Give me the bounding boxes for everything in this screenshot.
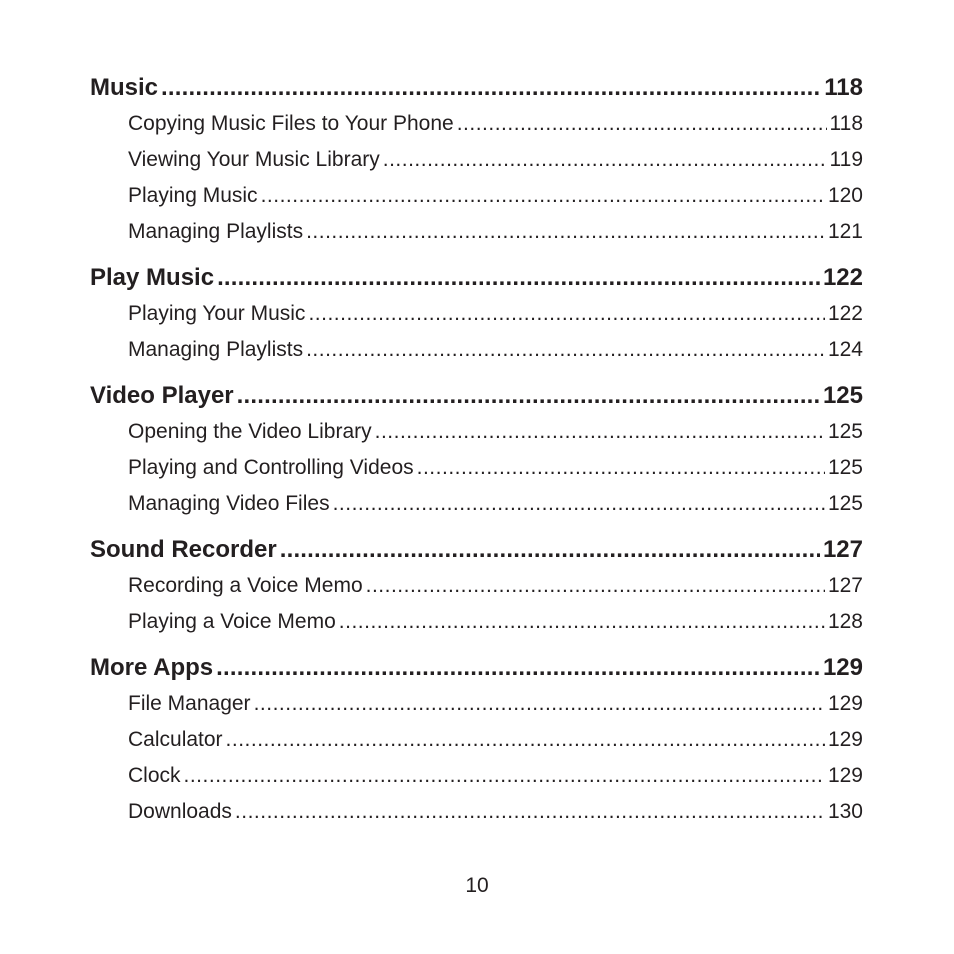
dot-leader [226,722,825,758]
toc-heading-play-music[interactable] [90,260,863,296]
toc-entry[interactable] [90,450,863,486]
toc-section-play-music [90,260,863,368]
toc-entry-title: Playing Your Music [128,302,306,325]
dot-leader [280,532,820,568]
toc-entry[interactable] [90,106,863,142]
dot-leader [375,414,825,450]
toc-entry-page: 129 [827,692,863,715]
toc-entry-title: Copying Music Files to Your Phone [128,112,454,135]
dot-leader [235,794,825,830]
toc-entry[interactable] [90,758,863,794]
toc-heading-title: More Apps [90,654,214,681]
dot-leader [417,450,825,486]
toc-entry[interactable] [90,568,863,604]
dot-leader [261,178,825,214]
dot-leader [457,106,827,142]
dot-leader [161,70,821,106]
toc-section-sound-recorder [90,532,863,640]
toc-heading-title: Video Player [90,382,234,409]
table-of-contents [90,70,863,830]
toc-entry[interactable] [90,178,863,214]
toc-entry-page: 128 [827,610,863,633]
toc-entry-title: Playing Music [128,184,258,207]
toc-entry-page: 121 [827,220,863,243]
dot-leader [254,686,825,722]
dot-leader [306,214,825,250]
toc-heading-page: 129 [822,654,863,681]
toc-entry-page: 124 [827,338,863,361]
toc-entry[interactable] [90,722,863,758]
toc-heading-title: Play Music [90,264,215,291]
toc-heading-sound-recorder[interactable] [90,532,863,568]
toc-entry-title: Managing Video Files [128,492,330,515]
toc-entry-title: Managing Playlists [128,220,304,243]
toc-entry[interactable] [90,414,863,450]
toc-heading-music[interactable] [90,70,863,106]
toc-entry-page: 122 [827,302,863,325]
toc-entry-title: Playing and Controlling Videos [128,456,414,479]
toc-entry-title: Playing a Voice Memo [128,610,336,633]
toc-heading-title: Music [90,74,159,101]
toc-section-video-player [90,378,863,522]
toc-heading-page: 127 [822,536,863,563]
dot-leader [339,604,825,640]
toc-entry[interactable] [90,142,863,178]
dot-leader [184,758,825,794]
toc-entry[interactable] [90,486,863,522]
toc-heading-page: 122 [822,264,863,291]
dot-leader [216,650,820,686]
toc-entry-page: 129 [827,764,863,787]
toc-heading-video-player[interactable] [90,378,863,414]
dot-leader [333,486,825,522]
toc-entry-page: 127 [827,574,863,597]
toc-entry[interactable] [90,686,863,722]
toc-entry[interactable] [90,296,863,332]
toc-entry-title: Downloads [128,800,232,823]
toc-entry-title: Opening the Video Library [128,420,372,443]
toc-entry-title: Viewing Your Music Library [128,148,380,171]
dot-leader [306,332,825,368]
toc-entry-title: Recording a Voice Memo [128,574,363,597]
toc-heading-title: Sound Recorder [90,536,277,563]
page-number: 10 [465,874,489,897]
dot-leader [237,378,820,414]
dot-leader [366,568,825,604]
toc-entry-page: 129 [827,728,863,751]
toc-entry-page: 119 [829,148,863,171]
dot-leader [217,260,820,296]
toc-entry[interactable] [90,794,863,830]
toc-heading-more-apps[interactable] [90,650,863,686]
toc-entry-title: Managing Playlists [128,338,304,361]
toc-entry-page: 125 [827,456,863,479]
toc-section-more-apps [90,650,863,830]
toc-entry-page: 125 [827,492,863,515]
dot-leader [383,142,827,178]
toc-entry-title: Clock [128,764,181,787]
toc-heading-page: 125 [822,382,863,409]
toc-heading-page: 118 [824,74,863,101]
toc-entry-page: 120 [827,184,863,207]
toc-entry[interactable] [90,604,863,640]
toc-entry-page: 125 [827,420,863,443]
dot-leader [308,296,825,332]
toc-entry-page: 118 [829,112,863,135]
toc-section-music [90,70,863,250]
toc-entry[interactable] [90,214,863,250]
toc-entry-page: 130 [827,800,863,823]
toc-entry-title: Calculator [128,728,223,751]
toc-entry[interactable] [90,332,863,368]
toc-entry-title: File Manager [128,692,251,715]
